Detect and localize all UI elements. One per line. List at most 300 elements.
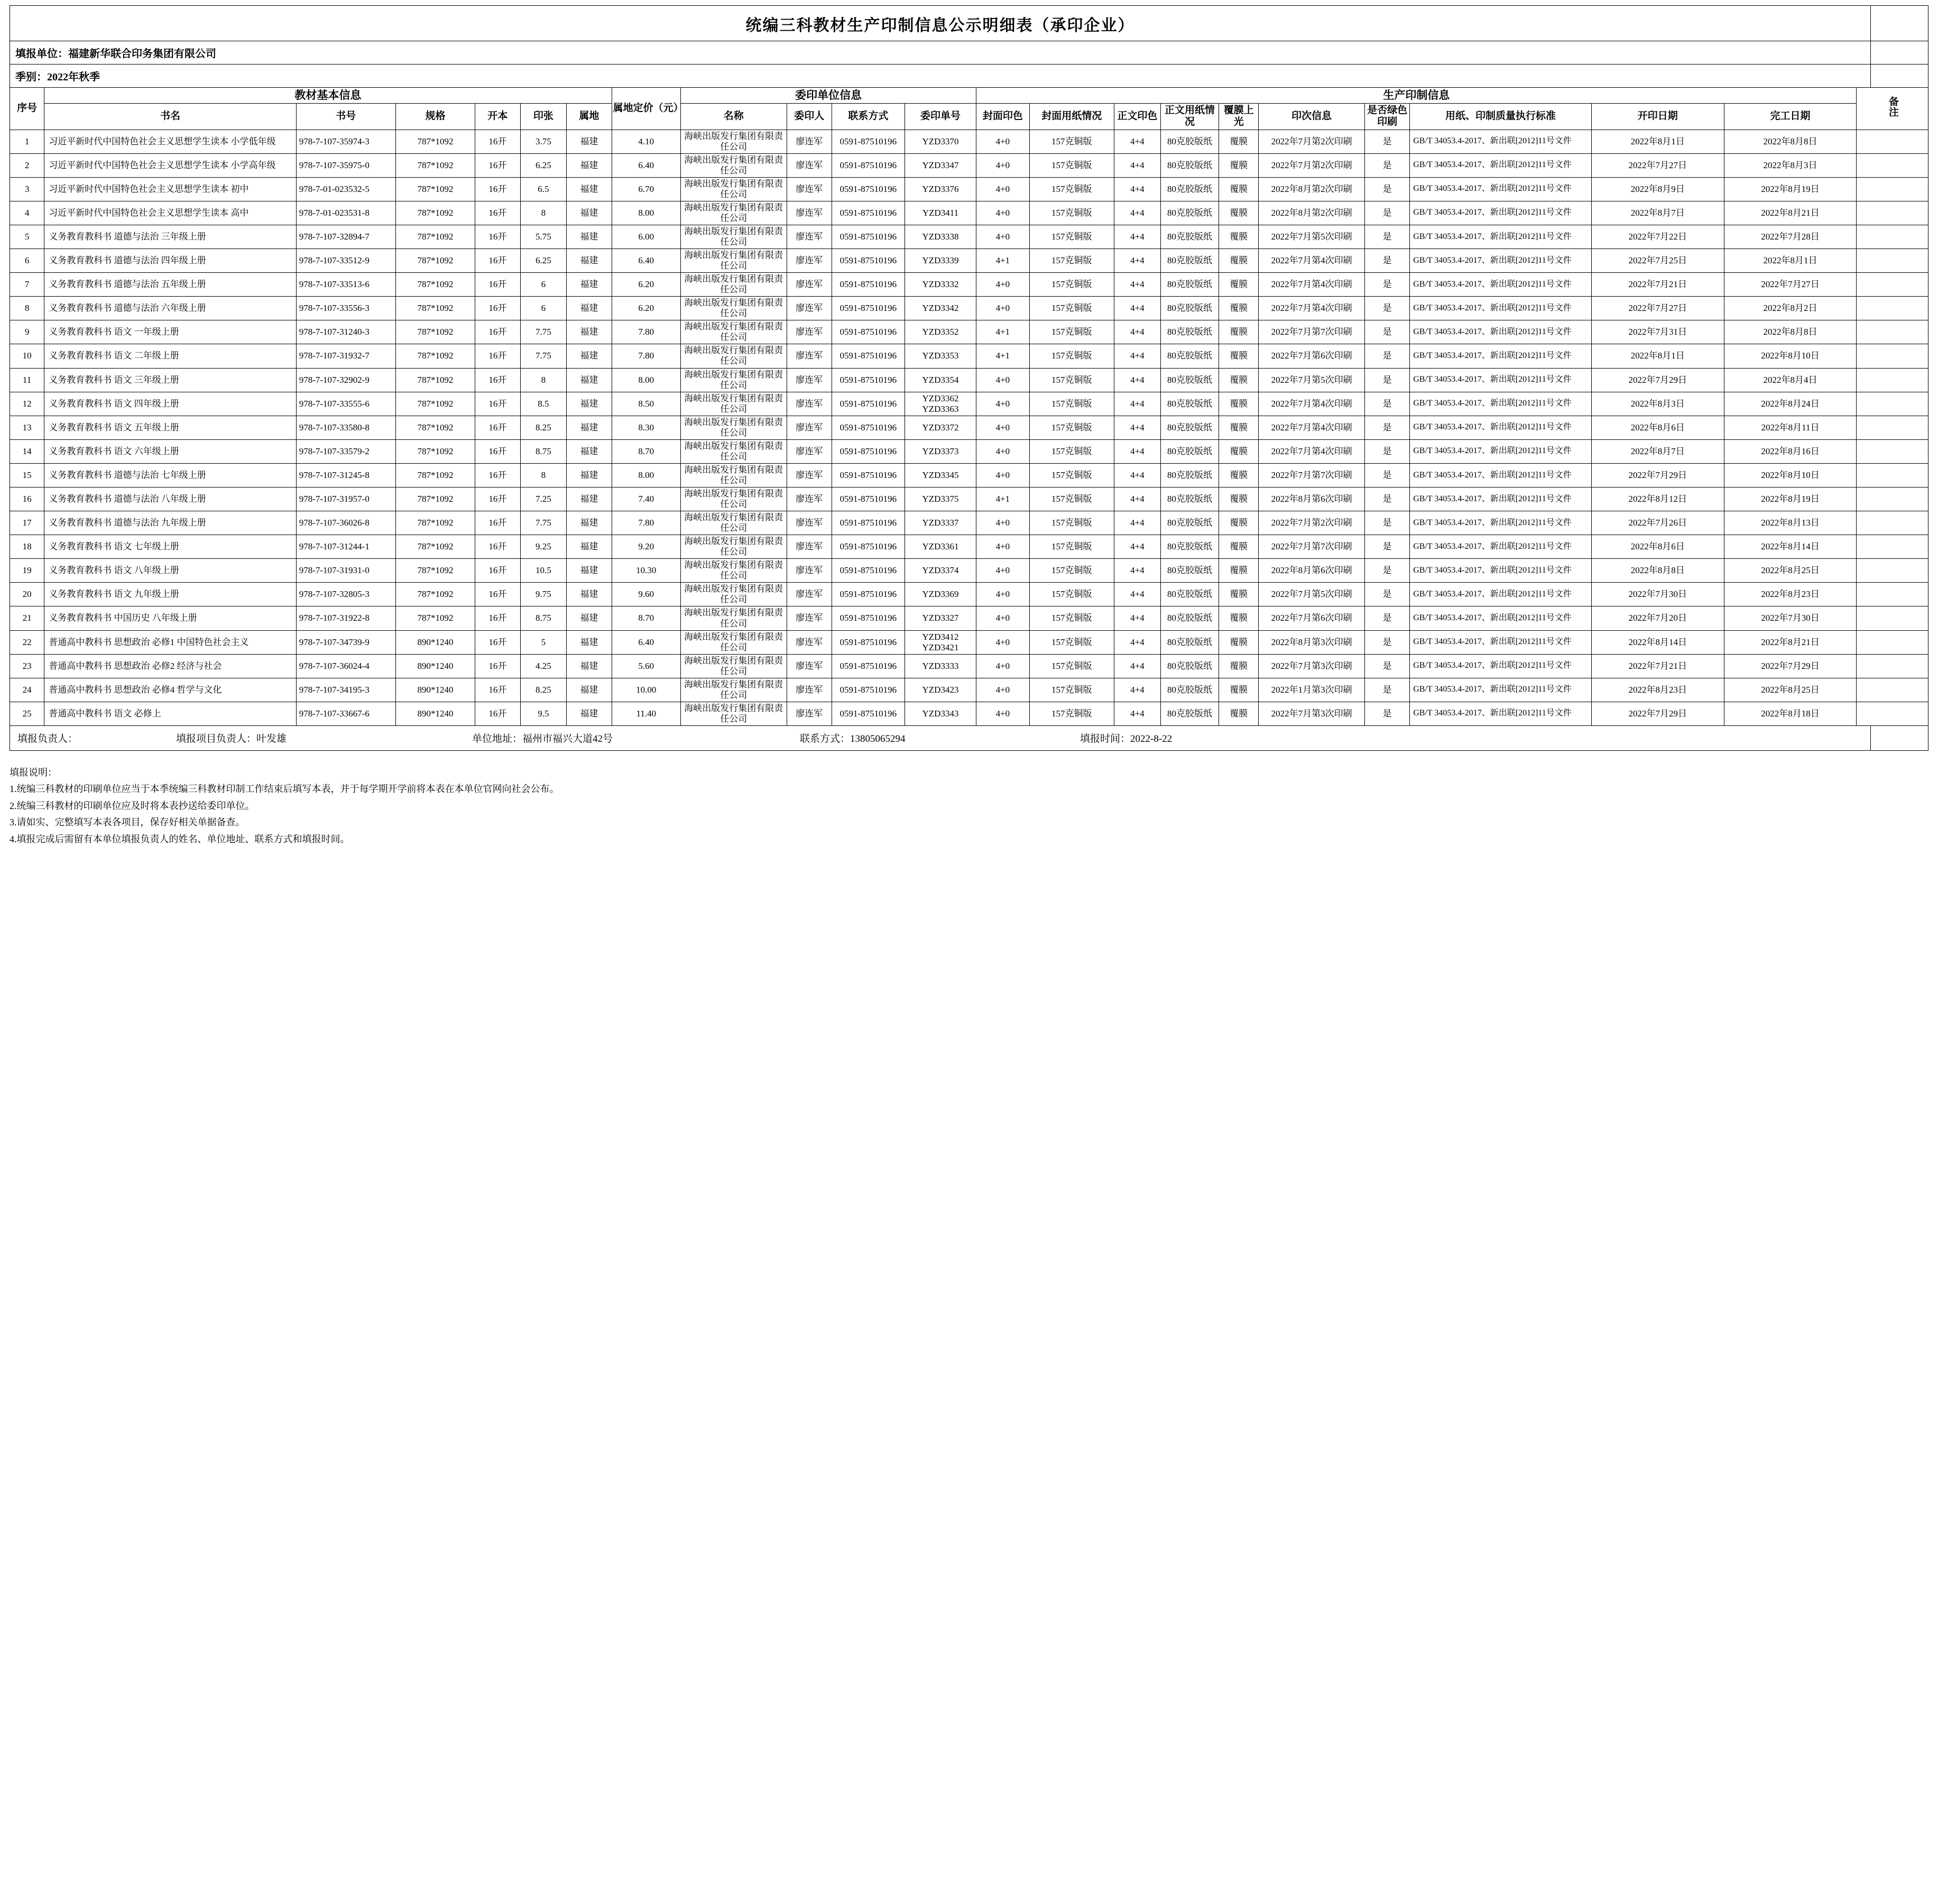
- cell-client-name: 海峡出版发行集团有限责任公司: [680, 153, 787, 177]
- cell-book-name: 普通高中教科书 语文 必修上: [44, 702, 296, 725]
- cell-remark: [1857, 225, 1928, 249]
- cell-lamination: 覆膜: [1219, 225, 1259, 249]
- cell-standard: GB/T 34053.4-2017、新出联[2012]11号文件: [1410, 678, 1592, 702]
- cell-spec: 787*1092: [395, 368, 475, 392]
- cell-book-name: 普通高中教科书 思想政治 必修1 中国特色社会主义: [44, 630, 296, 654]
- table-row: [10, 225, 1928, 249]
- cell-end-date: 2022年8月14日: [1724, 535, 1857, 559]
- cell-format: 16开: [475, 487, 520, 511]
- cell-book-no: 978-7-107-31957-0: [296, 487, 395, 511]
- cell-print-info: 2022年7月第4次印刷: [1259, 273, 1365, 297]
- cell-text-color: 4+4: [1114, 153, 1161, 177]
- cell-spec: 890*1240: [395, 630, 475, 654]
- cell-order-no: YZD3362 YZD3363: [905, 392, 976, 416]
- cell-book-no: 978-7-01-023532-5: [296, 177, 395, 201]
- cell-standard: GB/T 34053.4-2017、新出联[2012]11号文件: [1410, 535, 1592, 559]
- cell-text-color: 4+4: [1114, 511, 1161, 535]
- cell-book-no: 978-7-107-31244-1: [296, 535, 395, 559]
- cell-start-date: 2022年7月25日: [1591, 249, 1724, 273]
- cell-spec: 787*1092: [395, 559, 475, 583]
- cell-lamination: 覆膜: [1219, 702, 1259, 725]
- cell-green: 是: [1364, 511, 1409, 535]
- cell-start-date: 2022年8月7日: [1591, 201, 1724, 225]
- cell-green: 是: [1364, 249, 1409, 273]
- cell-start-date: 2022年8月8日: [1591, 559, 1724, 583]
- cell-cover-color: 4+0: [976, 201, 1029, 225]
- cell-contact: 0591-87510196: [832, 225, 905, 249]
- cell-cover-color: 4+0: [976, 439, 1029, 463]
- table-row: [10, 153, 1928, 177]
- cell-order-no: YZD3342: [905, 297, 976, 320]
- cell-cover-color: 4+1: [976, 487, 1029, 511]
- cell-cover-color: 4+0: [976, 583, 1029, 606]
- cell-contact: 0591-87510196: [832, 344, 905, 368]
- cell-client-person: 廖连军: [787, 297, 832, 320]
- cell-print-info: 2022年7月第3次印刷: [1259, 702, 1365, 725]
- cell-cover-paper: 157克铜版: [1029, 678, 1114, 702]
- cell-spec: 787*1092: [395, 344, 475, 368]
- cell-start-date: 2022年7月27日: [1591, 297, 1724, 320]
- cell-book-no: 978-7-107-33556-3: [296, 297, 395, 320]
- unit-row: [10, 41, 1928, 64]
- cell-client-person: 廖连军: [787, 201, 832, 225]
- cell-end-date: 2022年8月10日: [1724, 463, 1857, 487]
- cell-standard: GB/T 34053.4-2017、新出联[2012]11号文件: [1410, 368, 1592, 392]
- cell-print-info: 2022年7月第4次印刷: [1259, 297, 1365, 320]
- cell-format: 16开: [475, 606, 520, 630]
- cell-lamination: 覆膜: [1219, 368, 1259, 392]
- cell-seq: 4: [10, 201, 44, 225]
- cell-contact: 0591-87510196: [832, 463, 905, 487]
- cell-cover-paper: 157克铜版: [1029, 177, 1114, 201]
- cell-client-name: 海峡出版发行集团有限责任公司: [680, 249, 787, 273]
- cell-standard: GB/T 34053.4-2017、新出联[2012]11号文件: [1410, 249, 1592, 273]
- cell-print-info: 2022年8月第3次印刷: [1259, 630, 1365, 654]
- cell-client-name: 海峡出版发行集团有限责任公司: [680, 702, 787, 725]
- page-title: 统编三科教材生产印制信息公示明细表（承印企业）: [745, 17, 1135, 34]
- cell-remark: [1857, 130, 1928, 153]
- filing-unit: 填报单位：福建新华联合印务集团有限公司: [15, 48, 216, 60]
- cell-region: 福建: [567, 654, 612, 678]
- cell-print-info: 2022年7月第4次印刷: [1259, 439, 1365, 463]
- footer-project-responsible: 填报项目负责人：叶发雄: [176, 733, 287, 745]
- cell-book-no: 978-7-107-34739-9: [296, 630, 395, 654]
- cell-lamination: 覆膜: [1219, 153, 1259, 177]
- cell-cover-paper: 157克铜版: [1029, 511, 1114, 535]
- th-group-print: 生产印制信息: [976, 88, 1857, 104]
- cell-end-date: 2022年8月25日: [1724, 559, 1857, 583]
- cell-end-date: 2022年8月4日: [1724, 368, 1857, 392]
- cell-seq: 22: [10, 630, 44, 654]
- cell-format: 16开: [475, 511, 520, 535]
- cell-sheets: 7.25: [520, 487, 567, 511]
- cell-order-no: YZD3339: [905, 249, 976, 273]
- cell-standard: GB/T 34053.4-2017、新出联[2012]11号文件: [1410, 201, 1592, 225]
- cell-book-no: 978-7-107-33580-8: [296, 416, 395, 439]
- cell-text-paper: 80克胶版纸: [1160, 368, 1219, 392]
- cell-client-person: 廖连军: [787, 130, 832, 153]
- cell-contact: 0591-87510196: [832, 297, 905, 320]
- cell-order-no: YZD3373: [905, 439, 976, 463]
- cell-region: 福建: [567, 606, 612, 630]
- cell-book-no: 978-7-107-34195-3: [296, 678, 395, 702]
- cell-client-person: 廖连军: [787, 535, 832, 559]
- cell-client-person: 廖连军: [787, 416, 832, 439]
- cell-client-name: 海峡出版发行集团有限责任公司: [680, 344, 787, 368]
- cell-region: 福建: [567, 225, 612, 249]
- cell-seq: 12: [10, 392, 44, 416]
- cell-contact: 0591-87510196: [832, 702, 905, 725]
- cell-print-info: 2022年7月第6次印刷: [1259, 344, 1365, 368]
- cell-standard: GB/T 34053.4-2017、新出联[2012]11号文件: [1410, 344, 1592, 368]
- cell-contact: 0591-87510196: [832, 487, 905, 511]
- cell-contact: 0591-87510196: [832, 392, 905, 416]
- cell-price: 4.10: [612, 130, 680, 153]
- cell-standard: GB/T 34053.4-2017、新出联[2012]11号文件: [1410, 487, 1592, 511]
- cell-print-info: 2022年7月第7次印刷: [1259, 535, 1365, 559]
- th-contact: 联系方式: [832, 103, 905, 130]
- cell-print-info: 2022年8月第2次印刷: [1259, 201, 1365, 225]
- cell-price: 9.60: [612, 583, 680, 606]
- cell-client-name: 海峡出版发行集团有限责任公司: [680, 368, 787, 392]
- cell-print-info: 2022年1月第3次印刷: [1259, 678, 1365, 702]
- cell-remark: [1857, 535, 1928, 559]
- cell-order-no: YZD3352: [905, 320, 976, 344]
- season-side-cell: [1870, 65, 1928, 87]
- cell-book-name: 义务教育教科书 中国历史 八年级上册: [44, 606, 296, 630]
- cell-cover-paper: 157克铜版: [1029, 654, 1114, 678]
- cell-order-no: YZD3370: [905, 130, 976, 153]
- cell-end-date: 2022年7月30日: [1724, 606, 1857, 630]
- cell-cover-paper: 157克铜版: [1029, 297, 1114, 320]
- cell-green: 是: [1364, 416, 1409, 439]
- cell-text-paper: 80克胶版纸: [1160, 678, 1219, 702]
- cell-lamination: 覆膜: [1219, 654, 1259, 678]
- table-row: [10, 130, 1928, 153]
- cell-client-person: 廖连军: [787, 487, 832, 511]
- cell-remark: [1857, 559, 1928, 583]
- cell-green: 是: [1364, 654, 1409, 678]
- cell-client-name: 海峡出版发行集团有限责任公司: [680, 416, 787, 439]
- table-row: [10, 297, 1928, 320]
- cell-price: 8.70: [612, 439, 680, 463]
- cell-format: 16开: [475, 416, 520, 439]
- cell-text-color: 4+4: [1114, 654, 1161, 678]
- cell-order-no: YZD3345: [905, 463, 976, 487]
- cell-start-date: 2022年7月29日: [1591, 702, 1724, 725]
- cell-text-paper: 80克胶版纸: [1160, 225, 1219, 249]
- cell-seq: 9: [10, 320, 44, 344]
- th-cover-color: 封面印色: [976, 103, 1029, 130]
- cell-end-date: 2022年8月13日: [1724, 511, 1857, 535]
- cell-sheets: 8.25: [520, 678, 567, 702]
- cell-book-name: 义务教育教科书 道德与法治 五年级上册: [44, 273, 296, 297]
- cell-sheets: 5: [520, 630, 567, 654]
- cell-client-name: 海峡出版发行集团有限责任公司: [680, 678, 787, 702]
- cell-region: 福建: [567, 630, 612, 654]
- cell-order-no: YZD3338: [905, 225, 976, 249]
- cell-lamination: 覆膜: [1219, 177, 1259, 201]
- cell-order-no: YZD3333: [905, 654, 976, 678]
- cell-book-name: 义务教育教科书 语文 六年级上册: [44, 439, 296, 463]
- cell-print-info: 2022年7月第4次印刷: [1259, 392, 1365, 416]
- cell-start-date: 2022年7月22日: [1591, 225, 1724, 249]
- cell-remark: [1857, 344, 1928, 368]
- cell-spec: 787*1092: [395, 511, 475, 535]
- cell-format: 16开: [475, 439, 520, 463]
- cell-end-date: 2022年8月23日: [1724, 583, 1857, 606]
- cell-text-paper: 80克胶版纸: [1160, 273, 1219, 297]
- cell-book-name: 义务教育教科书 道德与法治 八年级上册: [44, 487, 296, 511]
- cell-region: 福建: [567, 201, 612, 225]
- cell-price: 6.70: [612, 177, 680, 201]
- cell-book-name: 义务教育教科书 道德与法治 三年级上册: [44, 225, 296, 249]
- cell-region: 福建: [567, 273, 612, 297]
- cell-start-date: 2022年8月3日: [1591, 392, 1724, 416]
- table-row: [10, 416, 1928, 439]
- cell-spec: 787*1092: [395, 297, 475, 320]
- cell-format: 16开: [475, 201, 520, 225]
- cell-cover-paper: 157克铜版: [1029, 344, 1114, 368]
- cell-spec: 787*1092: [395, 249, 475, 273]
- cell-start-date: 2022年8月23日: [1591, 678, 1724, 702]
- cell-book-no: 978-7-107-32894-7: [296, 225, 395, 249]
- cell-region: 福建: [567, 487, 612, 511]
- cell-text-paper: 80克胶版纸: [1160, 702, 1219, 725]
- cell-book-name: 义务教育教科书 道德与法治 四年级上册: [44, 249, 296, 273]
- cell-price: 8.70: [612, 606, 680, 630]
- cell-region: 福建: [567, 702, 612, 725]
- cell-book-name: 义务教育教科书 语文 九年级上册: [44, 583, 296, 606]
- cell-book-name: 义务教育教科书 语文 一年级上册: [44, 320, 296, 344]
- cell-price: 8.00: [612, 201, 680, 225]
- cell-seq: 15: [10, 463, 44, 487]
- cell-green: 是: [1364, 678, 1409, 702]
- cell-book-name: 义务教育教科书 道德与法治 六年级上册: [44, 297, 296, 320]
- cell-standard: GB/T 34053.4-2017、新出联[2012]11号文件: [1410, 439, 1592, 463]
- cell-remark: [1857, 297, 1928, 320]
- cell-order-no: YZD3353: [905, 344, 976, 368]
- cell-end-date: 2022年8月3日: [1724, 153, 1857, 177]
- cell-format: 16开: [475, 654, 520, 678]
- cell-green: 是: [1364, 702, 1409, 725]
- cell-spec: 787*1092: [395, 535, 475, 559]
- cell-region: 福建: [567, 535, 612, 559]
- cell-format: 16开: [475, 225, 520, 249]
- cell-text-paper: 80克胶版纸: [1160, 511, 1219, 535]
- cell-end-date: 2022年8月16日: [1724, 439, 1857, 463]
- cell-region: 福建: [567, 416, 612, 439]
- cell-text-color: 4+4: [1114, 392, 1161, 416]
- cell-cover-paper: 157克铜版: [1029, 130, 1114, 153]
- cell-cover-color: 4+0: [976, 463, 1029, 487]
- cell-lamination: 覆膜: [1219, 249, 1259, 273]
- cell-book-no: 978-7-107-35975-0: [296, 153, 395, 177]
- note-line: 4.填报完成后需留有本单位填报负责人的姓名、单位地址、联系方式和填报时间。: [10, 833, 350, 844]
- th-end-date: 完工日期: [1724, 103, 1857, 130]
- cell-book-name: 普通高中教科书 思想政治 必修4 哲学与文化: [44, 678, 296, 702]
- cell-lamination: 覆膜: [1219, 439, 1259, 463]
- cell-book-no: 978-7-107-36026-8: [296, 511, 395, 535]
- cell-contact: 0591-87510196: [832, 320, 905, 344]
- cell-lamination: 覆膜: [1219, 463, 1259, 487]
- note-line: 3.请如实、完整填写本表各项目，保存好相关单据备查。: [10, 817, 245, 828]
- cell-remark: [1857, 702, 1928, 725]
- cell-sheets: 8: [520, 368, 567, 392]
- cell-spec: 787*1092: [395, 177, 475, 201]
- cell-lamination: 覆膜: [1219, 559, 1259, 583]
- cell-sheets: 9.75: [520, 583, 567, 606]
- cell-sheets: 6: [520, 273, 567, 297]
- cell-end-date: 2022年8月21日: [1724, 201, 1857, 225]
- cell-client-name: 海峡出版发行集团有限责任公司: [680, 583, 787, 606]
- cell-order-no: YZD3327: [905, 606, 976, 630]
- table-row: [10, 463, 1928, 487]
- cell-region: 福建: [567, 368, 612, 392]
- footer-contact: 联系方式：13805065294: [800, 733, 906, 745]
- cell-price: 8.00: [612, 463, 680, 487]
- cell-lamination: 覆膜: [1219, 606, 1259, 630]
- cell-client-name: 海峡出版发行集团有限责任公司: [680, 439, 787, 463]
- cell-seq: 5: [10, 225, 44, 249]
- footer-fields: [10, 731, 1870, 745]
- cell-seq: 17: [10, 511, 44, 535]
- cell-standard: GB/T 34053.4-2017、新出联[2012]11号文件: [1410, 583, 1592, 606]
- cell-text-color: 4+4: [1114, 463, 1161, 487]
- cell-cover-paper: 157克铜版: [1029, 559, 1114, 583]
- cell-region: 福建: [567, 320, 612, 344]
- cell-print-info: 2022年8月第2次印刷: [1259, 177, 1365, 201]
- cell-start-date: 2022年8月9日: [1591, 177, 1724, 201]
- cell-print-info: 2022年7月第5次印刷: [1259, 368, 1365, 392]
- cell-end-date: 2022年7月27日: [1724, 273, 1857, 297]
- cell-seq: 2: [10, 153, 44, 177]
- cell-book-name: 义务教育教科书 道德与法治 九年级上册: [44, 511, 296, 535]
- cell-text-color: 4+4: [1114, 702, 1161, 725]
- table-row: [10, 511, 1928, 535]
- table-row: [10, 201, 1928, 225]
- cell-end-date: 2022年8月2日: [1724, 297, 1857, 320]
- cell-sheets: 7.75: [520, 511, 567, 535]
- cell-standard: GB/T 34053.4-2017、新出联[2012]11号文件: [1410, 130, 1592, 153]
- cell-remark: [1857, 511, 1928, 535]
- cell-spec: 890*1240: [395, 678, 475, 702]
- th-text-color: 正文印色: [1114, 103, 1161, 130]
- cell-text-paper: 80克胶版纸: [1160, 606, 1219, 630]
- cell-book-no: 978-7-107-33667-6: [296, 702, 395, 725]
- cell-client-name: 海峡出版发行集团有限责任公司: [680, 654, 787, 678]
- cell-sheets: 7.75: [520, 344, 567, 368]
- cell-spec: 787*1092: [395, 416, 475, 439]
- cell-standard: GB/T 34053.4-2017、新出联[2012]11号文件: [1410, 606, 1592, 630]
- cell-cover-color: 4+0: [976, 630, 1029, 654]
- cell-seq: 23: [10, 654, 44, 678]
- cell-order-no: YZD3372: [905, 416, 976, 439]
- cell-standard: GB/T 34053.4-2017、新出联[2012]11号文件: [1410, 702, 1592, 725]
- cell-price: 7.80: [612, 344, 680, 368]
- th-standard: 用纸、印制质量执行标准: [1410, 103, 1592, 130]
- cell-client-name: 海峡出版发行集团有限责任公司: [680, 201, 787, 225]
- cell-client-person: 廖连军: [787, 273, 832, 297]
- cell-green: 是: [1364, 535, 1409, 559]
- footer-responsible: 填报负责人：: [17, 733, 78, 745]
- cell-price: 11.40: [612, 702, 680, 725]
- cell-book-name: 习近平新时代中国特色社会主义思想学生读本 高中: [44, 201, 296, 225]
- cell-sheets: 5.75: [520, 225, 567, 249]
- cell-order-no: YZD3376: [905, 177, 976, 201]
- cell-order-no: YZD3337: [905, 511, 976, 535]
- cell-book-name: 义务教育教科书 语文 二年级上册: [44, 344, 296, 368]
- cell-contact: 0591-87510196: [832, 177, 905, 201]
- cell-end-date: 2022年8月24日: [1724, 392, 1857, 416]
- cell-cover-color: 4+0: [976, 535, 1029, 559]
- cell-region: 福建: [567, 583, 612, 606]
- cell-print-info: 2022年7月第4次印刷: [1259, 416, 1365, 439]
- footer-row: [10, 726, 1928, 751]
- cell-print-info: 2022年8月第6次印刷: [1259, 487, 1365, 511]
- cell-text-color: 4+4: [1114, 487, 1161, 511]
- cell-green: 是: [1364, 153, 1409, 177]
- cell-remark: [1857, 678, 1928, 702]
- cell-book-no: 978-7-107-31240-3: [296, 320, 395, 344]
- cell-spec: 787*1092: [395, 392, 475, 416]
- cell-sheets: 6: [520, 297, 567, 320]
- cell-seq: 3: [10, 177, 44, 201]
- cell-book-name: 义务教育教科书 语文 三年级上册: [44, 368, 296, 392]
- cell-region: 福建: [567, 463, 612, 487]
- cell-print-info: 2022年7月第2次印刷: [1259, 130, 1365, 153]
- cell-text-color: 4+4: [1114, 559, 1161, 583]
- th-print-info: 印次信息: [1259, 103, 1365, 130]
- cell-lamination: 覆膜: [1219, 583, 1259, 606]
- cell-client-name: 海峡出版发行集团有限责任公司: [680, 273, 787, 297]
- cell-lamination: 覆膜: [1219, 297, 1259, 320]
- cell-remark: [1857, 249, 1928, 273]
- footer-date: 填报时间：2022-8-22: [1080, 733, 1173, 745]
- cell-remark: [1857, 463, 1928, 487]
- cell-seq: 24: [10, 678, 44, 702]
- cell-format: 16开: [475, 273, 520, 297]
- cell-client-person: 廖连军: [787, 606, 832, 630]
- cell-cover-paper: 157克铜版: [1029, 535, 1114, 559]
- cell-cover-color: 4+0: [976, 297, 1029, 320]
- cell-cover-color: 4+0: [976, 559, 1029, 583]
- cell-spec: 890*1240: [395, 702, 475, 725]
- cell-region: 福建: [567, 130, 612, 153]
- cell-book-name: 义务教育教科书 语文 五年级上册: [44, 416, 296, 439]
- cell-client-name: 海峡出版发行集团有限责任公司: [680, 559, 787, 583]
- cell-cover-paper: 157克铜版: [1029, 249, 1114, 273]
- cell-book-no: 978-7-107-31245-8: [296, 463, 395, 487]
- cell-standard: GB/T 34053.4-2017、新出联[2012]11号文件: [1410, 392, 1592, 416]
- cell-client-name: 海峡出版发行集团有限责任公司: [680, 487, 787, 511]
- table-row: [10, 559, 1928, 583]
- cell-region: 福建: [567, 249, 612, 273]
- cell-order-no: YZD3411: [905, 201, 976, 225]
- cell-client-person: 廖连军: [787, 630, 832, 654]
- cell-spec: 787*1092: [395, 487, 475, 511]
- cell-price: 10.00: [612, 678, 680, 702]
- cell-cover-color: 4+0: [976, 392, 1029, 416]
- cell-print-info: 2022年7月第5次印刷: [1259, 225, 1365, 249]
- cell-text-color: 4+4: [1114, 225, 1161, 249]
- cell-green: 是: [1364, 320, 1409, 344]
- th-price: 属地定价（元）: [612, 88, 680, 130]
- cell-cover-paper: 157克铜版: [1029, 225, 1114, 249]
- cell-cover-color: 4+1: [976, 344, 1029, 368]
- cell-green: 是: [1364, 392, 1409, 416]
- cell-cover-color: 4+0: [976, 606, 1029, 630]
